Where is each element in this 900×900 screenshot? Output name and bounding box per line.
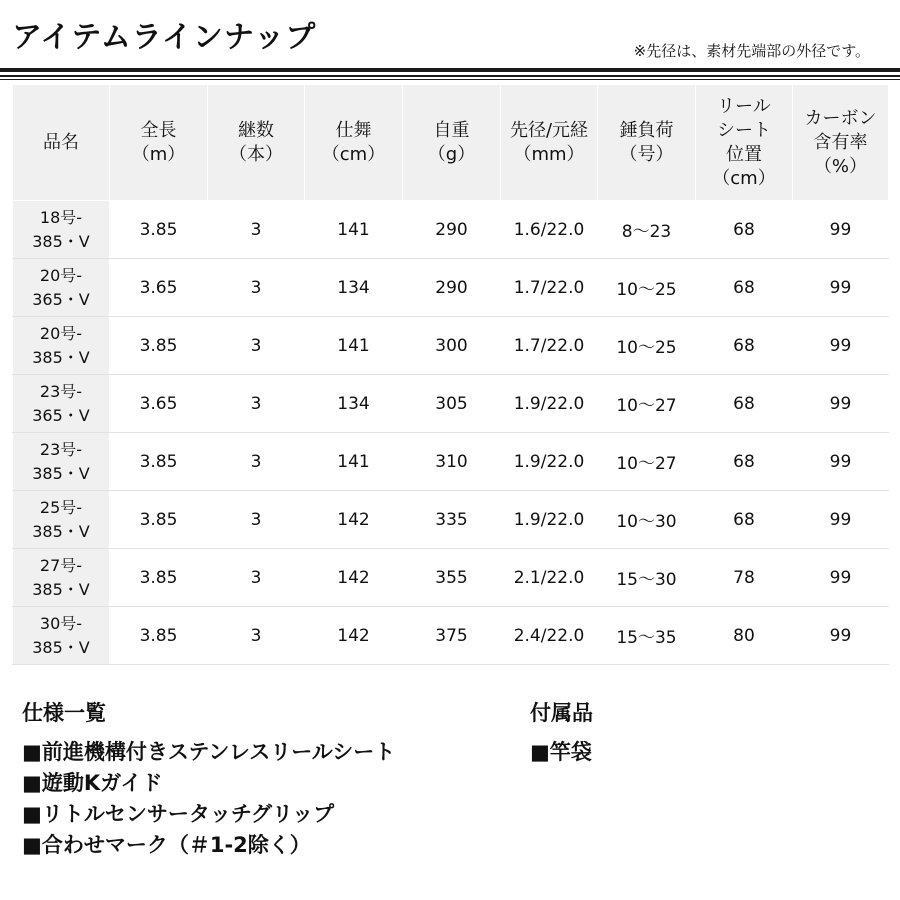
table-cell: 1.9/22.0 bbox=[501, 433, 598, 491]
accessories-title: 付属品 bbox=[530, 701, 593, 725]
table-cell: 10〜27 bbox=[598, 433, 696, 491]
product-name-line: 23号- bbox=[39, 439, 83, 459]
table-cell: 3.65 bbox=[110, 375, 208, 433]
column-header bbox=[793, 85, 889, 201]
product-name-line: 20号- bbox=[39, 323, 83, 343]
table-cell: 310 bbox=[403, 433, 501, 491]
header-rule-thick bbox=[0, 68, 900, 72]
table-cell: 99 bbox=[793, 549, 889, 607]
table-cell: 1.7/22.0 bbox=[501, 259, 598, 317]
product-name-line: 385・V bbox=[32, 231, 90, 251]
table-cell: 1.9/22.0 bbox=[501, 491, 598, 549]
list-item: ■リトルセンサータッチグリップ bbox=[22, 802, 335, 826]
table-cell: 68 bbox=[696, 317, 793, 375]
table-cell: 99 bbox=[793, 375, 889, 433]
table-cell: 141 bbox=[305, 317, 403, 375]
list-item: ■合わせマーク（＃1-2除く） bbox=[22, 833, 311, 857]
column-header-line: 位置 bbox=[726, 143, 762, 165]
table-cell: 142 bbox=[305, 491, 403, 549]
product-name-cell bbox=[13, 201, 110, 259]
table-row bbox=[13, 491, 889, 549]
specs-list bbox=[22, 737, 395, 861]
list-item: ■前進機構付きステンレスリールシート bbox=[22, 740, 396, 764]
product-name-line: 385・V bbox=[32, 579, 90, 599]
table-cell: 99 bbox=[793, 607, 889, 665]
column-header bbox=[305, 85, 403, 201]
column-header bbox=[598, 85, 696, 201]
list-item: ■遊動Kガイド bbox=[22, 771, 163, 795]
table-row bbox=[13, 259, 889, 317]
column-header-line: カーボン bbox=[804, 107, 877, 129]
table-row bbox=[13, 433, 889, 491]
table-cell: 80 bbox=[696, 607, 793, 665]
table-cell: 15〜35 bbox=[598, 607, 696, 665]
table-cell: 3.85 bbox=[110, 317, 208, 375]
table-row bbox=[13, 201, 889, 259]
table-cell: 305 bbox=[403, 375, 501, 433]
product-name-line: 385・V bbox=[32, 637, 90, 657]
column-header bbox=[13, 85, 110, 201]
column-header bbox=[501, 85, 598, 201]
table-cell: 134 bbox=[305, 259, 403, 317]
accessories-list bbox=[530, 737, 592, 768]
table-cell: 2.4/22.0 bbox=[501, 607, 598, 665]
table-cell: 335 bbox=[403, 491, 501, 549]
table-cell: 68 bbox=[696, 259, 793, 317]
product-name-line: 18号- bbox=[39, 207, 83, 227]
header-rule-medium bbox=[0, 75, 900, 77]
table-cell: 15〜30 bbox=[598, 549, 696, 607]
column-header bbox=[696, 85, 793, 201]
table-cell: 99 bbox=[793, 317, 889, 375]
table-cell: 141 bbox=[305, 433, 403, 491]
column-header-line: 先径/元経 bbox=[509, 119, 589, 141]
table-cell: 142 bbox=[305, 549, 403, 607]
product-name-cell bbox=[13, 433, 110, 491]
column-header-line: 含有率 bbox=[813, 131, 868, 153]
column-header-line: （cm） bbox=[712, 167, 776, 189]
column-header-line: 自重 bbox=[433, 119, 470, 141]
table-cell: 10〜27 bbox=[598, 375, 696, 433]
column-header bbox=[208, 85, 305, 201]
table-cell: 3.85 bbox=[110, 549, 208, 607]
table-row bbox=[13, 375, 889, 433]
product-name-cell bbox=[13, 549, 110, 607]
table-cell: 134 bbox=[305, 375, 403, 433]
table-cell: 68 bbox=[696, 201, 793, 259]
product-name-cell bbox=[13, 491, 110, 549]
product-name-cell bbox=[13, 259, 110, 317]
table-cell: 3 bbox=[208, 201, 305, 259]
table-row bbox=[13, 549, 889, 607]
product-name-line: 385・V bbox=[32, 463, 90, 483]
product-name-line: 385・V bbox=[32, 347, 90, 367]
column-header-line: シート bbox=[717, 119, 771, 141]
table-cell: 300 bbox=[403, 317, 501, 375]
table-cell: 3 bbox=[208, 607, 305, 665]
table-cell: 290 bbox=[403, 201, 501, 259]
table-cell: 3 bbox=[208, 491, 305, 549]
table-cell: 2.1/22.0 bbox=[501, 549, 598, 607]
column-header-line: （%） bbox=[813, 155, 868, 177]
table-cell: 375 bbox=[403, 607, 501, 665]
column-header-line: （本） bbox=[229, 143, 283, 165]
table-cell: 355 bbox=[403, 549, 501, 607]
table-cell: 8〜23 bbox=[598, 201, 696, 259]
column-header-line: 仕舞 bbox=[335, 119, 372, 141]
product-name-line: 20号- bbox=[39, 265, 83, 285]
table-row bbox=[13, 607, 889, 665]
column-header-line: 全長 bbox=[140, 119, 177, 141]
product-name-line: 365・V bbox=[32, 405, 90, 425]
table-cell: 10〜25 bbox=[598, 259, 696, 317]
table-cell: 3.85 bbox=[110, 433, 208, 491]
table-cell: 68 bbox=[696, 433, 793, 491]
table-cell: 142 bbox=[305, 607, 403, 665]
table-cell: 3 bbox=[208, 375, 305, 433]
column-header-line: リール bbox=[717, 95, 771, 117]
column-header-line: 品名 bbox=[43, 131, 79, 153]
table-row bbox=[13, 317, 889, 375]
product-name-cell bbox=[13, 317, 110, 375]
header-rule-thin bbox=[0, 79, 900, 80]
product-name-line: 30号- bbox=[39, 613, 83, 633]
table-cell: 290 bbox=[403, 259, 501, 317]
table-cell: 99 bbox=[793, 491, 889, 549]
column-header bbox=[110, 85, 208, 201]
table-cell: 99 bbox=[793, 433, 889, 491]
table-cell: 78 bbox=[696, 549, 793, 607]
table-cell: 68 bbox=[696, 375, 793, 433]
table-cell: 3.85 bbox=[110, 201, 208, 259]
table-cell: 3.65 bbox=[110, 259, 208, 317]
list-item: ■竿袋 bbox=[530, 740, 592, 764]
column-header-line: （号） bbox=[619, 143, 674, 165]
table-cell: 3 bbox=[208, 433, 305, 491]
product-name-line: 365・V bbox=[32, 289, 90, 309]
product-name-cell bbox=[13, 375, 110, 433]
column-header bbox=[403, 85, 501, 201]
table-cell: 10〜30 bbox=[598, 491, 696, 549]
table-cell: 3 bbox=[208, 317, 305, 375]
table-cell: 10〜25 bbox=[598, 317, 696, 375]
column-header-line: （g） bbox=[427, 143, 476, 165]
diameter-note: ※先径は、素材先端部の外径です。 bbox=[633, 42, 870, 60]
column-header-line: 錘負荷 bbox=[619, 119, 674, 141]
column-header-line: （mm） bbox=[513, 143, 585, 165]
column-header-line: 継数 bbox=[238, 119, 274, 141]
table-body bbox=[13, 201, 889, 665]
table-header-row bbox=[13, 85, 889, 201]
table-cell: 68 bbox=[696, 491, 793, 549]
table-cell: 99 bbox=[793, 259, 889, 317]
table-cell: 141 bbox=[305, 201, 403, 259]
table-cell: 1.7/22.0 bbox=[501, 317, 598, 375]
product-name-line: 385・V bbox=[32, 521, 90, 541]
table-cell: 1.6/22.0 bbox=[501, 201, 598, 259]
table-cell: 3.85 bbox=[110, 607, 208, 665]
column-header-line: （m） bbox=[131, 143, 186, 165]
item-lineup-table bbox=[12, 84, 889, 665]
table-cell: 3.85 bbox=[110, 491, 208, 549]
table-cell: 3 bbox=[208, 259, 305, 317]
product-name-line: 25号- bbox=[39, 497, 83, 517]
product-name-line: 23号- bbox=[39, 381, 83, 401]
page-title: アイテムラインナップ bbox=[12, 20, 317, 55]
product-name-line: 27号- bbox=[39, 555, 83, 575]
product-name-cell bbox=[13, 607, 110, 665]
table-cell: 99 bbox=[793, 201, 889, 259]
column-header-line: （cm） bbox=[321, 143, 386, 165]
specs-title: 仕様一覧 bbox=[22, 701, 106, 725]
table-cell: 1.9/22.0 bbox=[501, 375, 598, 433]
table-cell: 3 bbox=[208, 549, 305, 607]
